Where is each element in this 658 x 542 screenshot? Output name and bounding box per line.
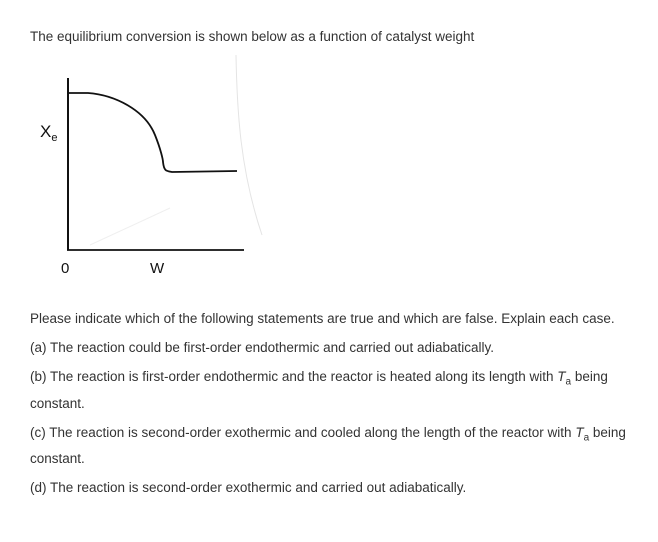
question-block — [30, 308, 630, 506]
conversion-figure — [30, 50, 280, 290]
conversion-plot — [30, 50, 280, 290]
y-axis-label: $X_e$ — [40, 122, 58, 144]
statement-d: (d) The reaction is second-order exothermic and carried out adiabatically. — [30, 480, 467, 496]
ta-symbol: $T_a$ — [557, 369, 572, 388]
statement-c: (c) The reaction is second-order exothermic and cooled along the length of the reactor with $T_a$ being constant. — [30, 424, 626, 467]
x-axis-label: W — [150, 260, 165, 277]
ta-symbol: $T_a$ — [575, 424, 590, 444]
scan-artifact-line — [236, 55, 262, 235]
equilibrium-curve — [68, 93, 237, 172]
intro-text: The equilibrium conversion is shown below as a function of catalyst weight — [30, 29, 475, 44]
question-prompt: Please indicate which of the following statements are true and which are false. Explain each case. — [30, 311, 615, 326]
x-origin-label: 0 — [61, 260, 70, 277]
scan-artifact-line-2 — [90, 208, 170, 245]
statement-b: (b) The reaction is first-order endothermic and the reactor is heated along its length with $T_a$ being constant. — [30, 369, 608, 411]
statement-a: (a) The reaction could be first-order endothermic and carried out adiabatically. — [30, 340, 494, 355]
